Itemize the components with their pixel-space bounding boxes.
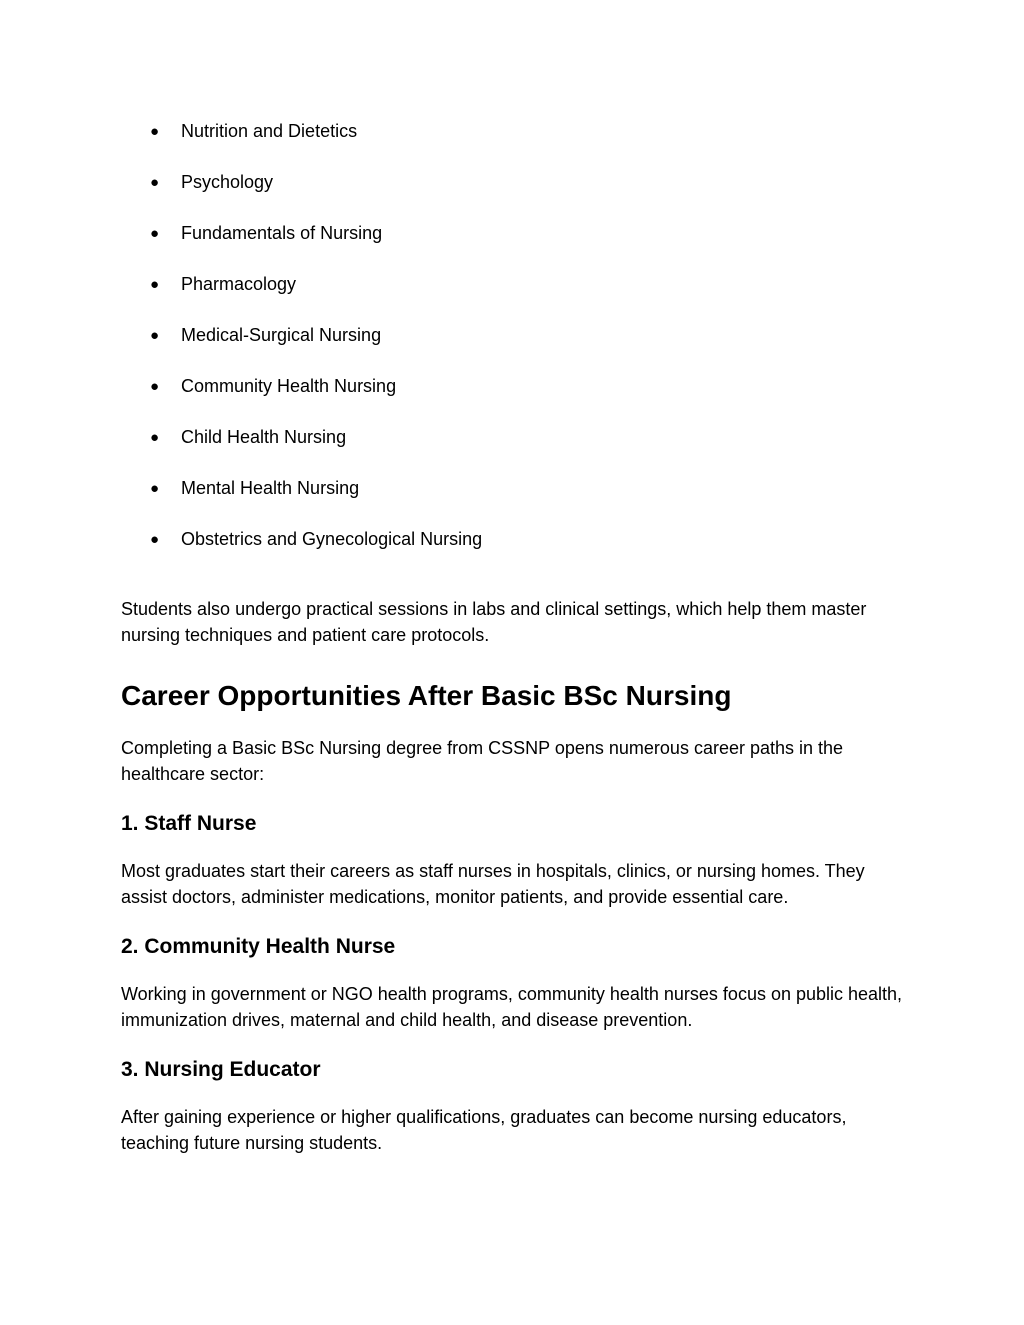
list-item — [150, 322, 482, 373]
career-description-community-health-nurse: Working in government or NGO health programs, community health nurses focus on public health, immunization drives, maternal and child health, and disease prevention. — [121, 984, 903, 1030]
bullet-icon: ● — [150, 225, 160, 242]
career-title-nursing-educator: 3. Nursing Educator — [121, 1058, 321, 1081]
list-item — [150, 526, 482, 577]
career-description-staff-nurse: Most graduates start their careers as staff nurses in hospitals, clinics, or nursing homes. They assist doctors, administer medications, monitor patients, and provide essential care. — [121, 861, 865, 907]
list-item-text: Pharmacology — [181, 274, 297, 294]
subjects-list — [150, 118, 482, 577]
bullet-icon: ● — [150, 174, 160, 191]
list-item-text: Obstetrics and Gynecological Nursing — [181, 529, 483, 549]
list-item-text: Child Health Nursing — [181, 427, 347, 447]
list-item — [150, 169, 482, 220]
list-item-text: Psychology — [181, 172, 274, 192]
list-item-text: Community Health Nursing — [181, 376, 397, 396]
bullet-icon: ● — [150, 327, 160, 344]
bullet-icon: ● — [150, 276, 160, 293]
career-title-staff-nurse: 1. Staff Nurse — [121, 812, 257, 835]
list-item-text: Medical-Surgical Nursing — [181, 325, 382, 345]
list-item — [150, 271, 482, 322]
list-item — [150, 424, 482, 475]
career-title-community-health-nurse: 2. Community Health Nurse — [121, 935, 396, 958]
list-item — [150, 475, 482, 526]
career-description-nursing-educator: After gaining experience or higher qualifications, graduates can become nursing educators, teaching future nursing students. — [121, 1107, 847, 1153]
list-item — [150, 220, 482, 271]
list-item-text: Fundamentals of Nursing — [181, 223, 383, 243]
career-intro-paragraph: Completing a Basic BSc Nursing degree from CSSNP opens numerous career paths in the healthcare sector: — [121, 738, 844, 784]
list-item-text: Mental Health Nursing — [181, 478, 360, 498]
list-item-text: Nutrition and Dietetics — [181, 121, 358, 141]
bullet-icon: ● — [150, 429, 160, 446]
list-item — [150, 118, 482, 169]
bullet-icon: ● — [150, 531, 160, 548]
bullet-icon: ● — [150, 378, 160, 395]
bullet-icon: ● — [150, 480, 160, 497]
practical-paragraph: Students also undergo practical sessions in labs and clinical settings, which help them master nursing techniques and patient care protocols. — [121, 599, 867, 645]
career-heading: Career Opportunities After Basic BSc Nursing — [121, 680, 732, 711]
list-item — [150, 373, 482, 424]
bullet-icon: ● — [150, 123, 160, 140]
